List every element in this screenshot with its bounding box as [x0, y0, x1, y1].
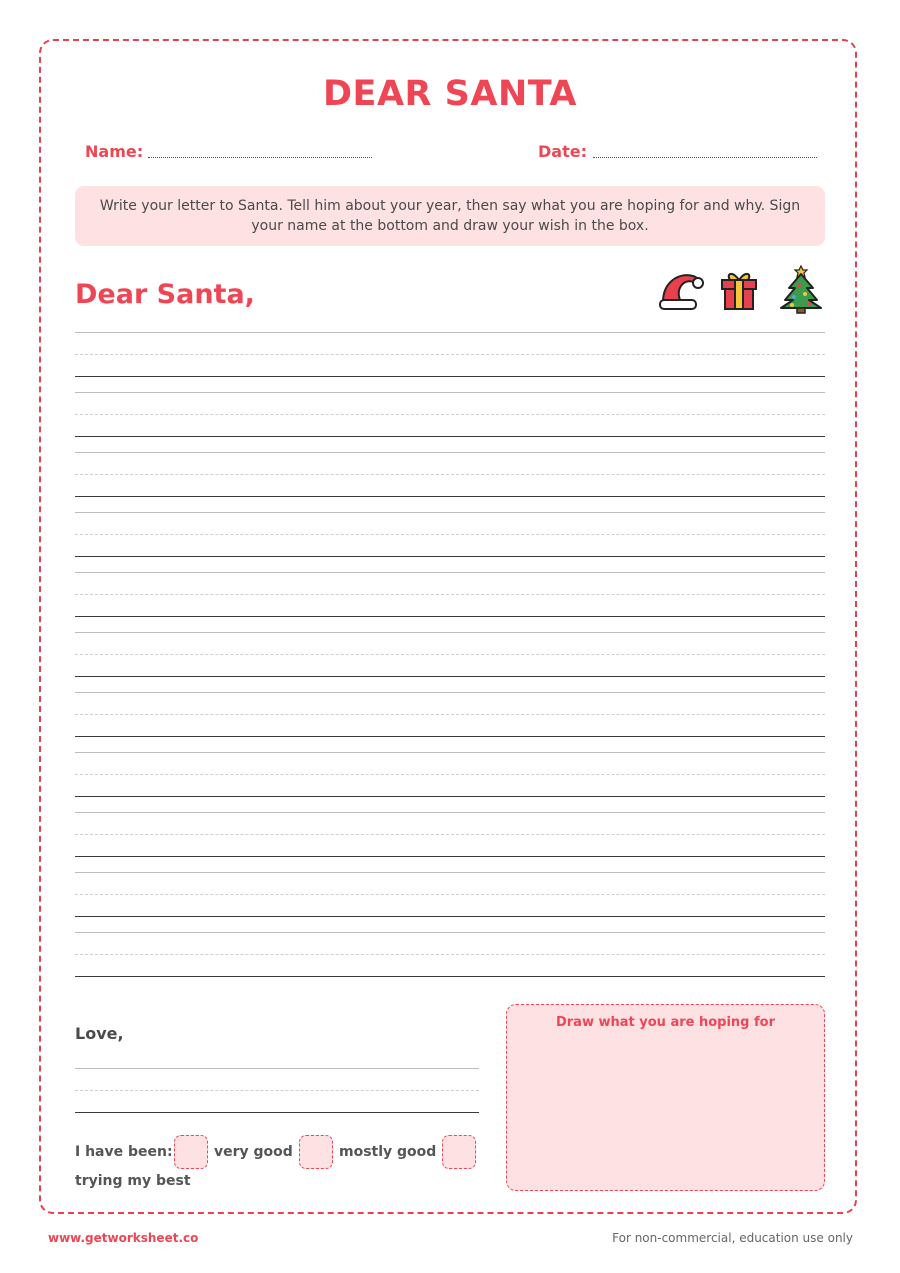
instructions-box: Write your letter to Santa. Tell him about your year, then say what you are hoping for and why. Sign your name at the bottom and draw your wish in the box. — [75, 186, 825, 246]
footer-note: For non-commercial, education use only — [612, 1231, 853, 1245]
trying-my-best-checkbox[interactable] — [442, 1135, 476, 1169]
christmas-tree-icon — [779, 264, 823, 314]
signature-line — [75, 1112, 479, 1113]
writing-line — [75, 916, 825, 917]
writing-line — [75, 452, 825, 453]
writing-line — [75, 512, 825, 513]
writing-line — [75, 676, 825, 677]
page-title: DEAR SANTA — [322, 74, 578, 114]
writing-line — [75, 572, 825, 573]
writing-line — [75, 654, 825, 655]
very-good-checkbox[interactable] — [174, 1135, 208, 1169]
writing-line — [75, 534, 825, 535]
trying-my-best-label: trying my best — [75, 1173, 191, 1189]
writing-line — [75, 376, 825, 377]
date-field[interactable] — [593, 157, 817, 158]
name-label: Name: — [85, 142, 144, 161]
writing-line — [75, 692, 825, 693]
writing-line — [75, 894, 825, 895]
letter-greeting: Dear Santa, — [75, 279, 255, 310]
drawing-box[interactable] — [506, 1004, 825, 1191]
writing-line — [75, 812, 825, 813]
writing-line — [75, 774, 825, 775]
very-good-label: very good — [214, 1144, 293, 1160]
name-field[interactable] — [148, 157, 372, 158]
writing-line — [75, 392, 825, 393]
writing-line — [75, 976, 825, 977]
writing-line — [75, 332, 825, 333]
writing-line — [75, 436, 825, 437]
been-label: I have been: — [75, 1144, 173, 1160]
writing-line — [75, 714, 825, 715]
writing-line — [75, 736, 825, 737]
gift-icon — [718, 268, 760, 312]
writing-line — [75, 954, 825, 955]
writing-line — [75, 872, 825, 873]
writing-line — [75, 632, 825, 633]
date-label: Date: — [538, 142, 587, 161]
signature-line — [75, 1090, 479, 1091]
writing-line — [75, 594, 825, 595]
writing-line — [75, 556, 825, 557]
writing-line — [75, 834, 825, 835]
writing-line — [75, 354, 825, 355]
writing-line — [75, 856, 825, 857]
writing-line — [75, 752, 825, 753]
writing-line — [75, 414, 825, 415]
mostly-good-checkbox[interactable] — [299, 1135, 333, 1169]
writing-line — [75, 796, 825, 797]
writing-line — [75, 474, 825, 475]
signature-line — [75, 1068, 479, 1069]
footer-website[interactable]: www.getworksheet.co — [48, 1231, 199, 1245]
writing-line — [75, 616, 825, 617]
writing-line — [75, 496, 825, 497]
love-label: Love, — [75, 1024, 124, 1043]
santa-hat-icon — [657, 268, 705, 312]
mostly-good-label: mostly good — [339, 1144, 437, 1160]
writing-line — [75, 932, 825, 933]
drawing-box-label: Draw what you are hoping for — [555, 1015, 776, 1030]
